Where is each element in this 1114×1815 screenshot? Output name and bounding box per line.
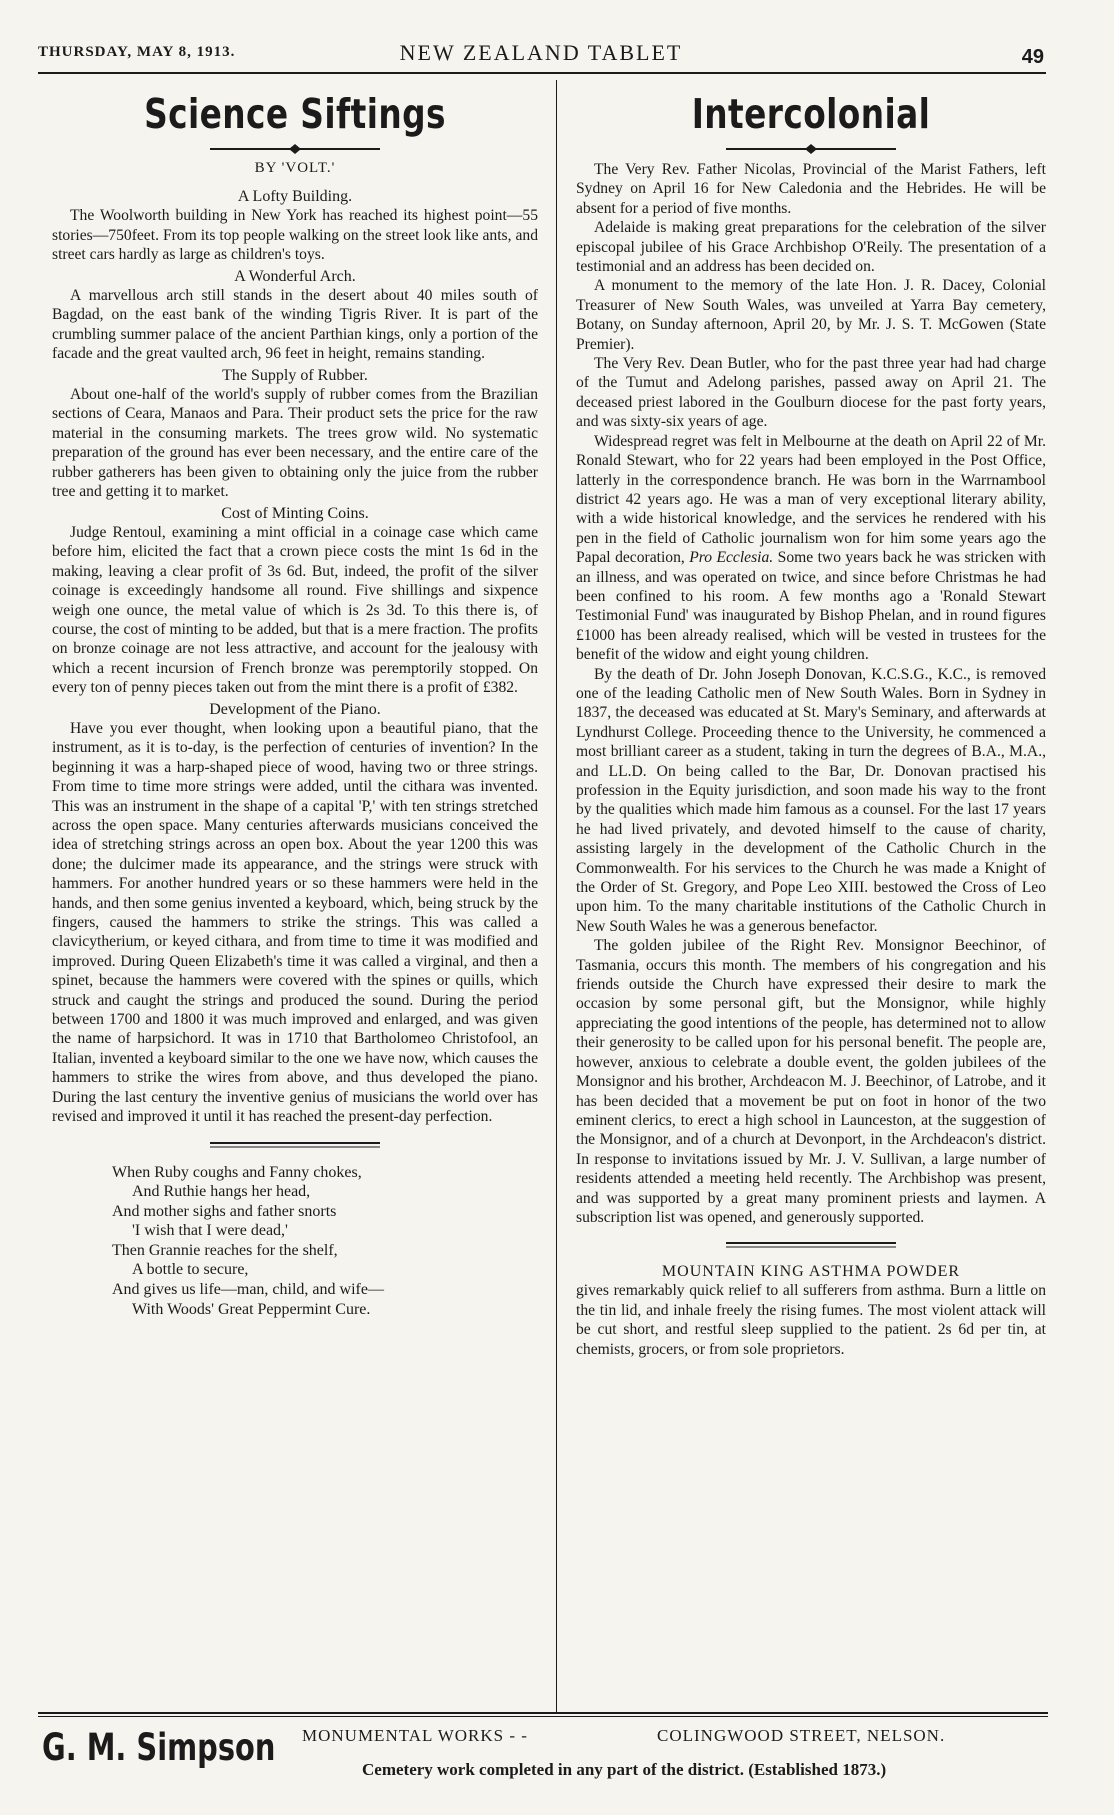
poem-line: 'I wish that I were dead,' <box>132 1222 288 1240</box>
poem-line: A bottle to secure, <box>132 1261 249 1279</box>
cemetery-line: Cemetery work completed in any part of the district. (Established 1873.) <box>362 1760 887 1779</box>
issue-date: THURSDAY, MAY 8, 1913. <box>38 44 236 60</box>
article-paragraph: Adelaide is making great preparations for the celebration of the silver episcopal jubilee of his Grace Archbishop O'Reily. The presentation of a testimonial and an address has been decided on. <box>576 219 1046 276</box>
section-heading: A Wonderful Arch. <box>234 267 356 285</box>
intercolonial-column <box>576 80 1046 1359</box>
poem-line: With Woods' Great Peppermint Cure. <box>132 1300 371 1318</box>
simpson-advertisement <box>42 1720 1052 1790</box>
asthma-ad-text: gives remarkably quick relief to all sufferers from asthma. Burn a little on the tin lid, and inhale freely the rising fumes. The most violent attack will be cut short, and restful sleep supplied to the patient. 2s 6d per tin, at chemists, grocers, or from sole proprietors. <box>576 1282 1046 1358</box>
simpson-brand: G. M. Simpson <box>42 1726 276 1769</box>
section-heading: A Lofty Building. <box>237 188 353 205</box>
article-paragraph: About one-half of the world's supply of rubber comes from the Brazilian sections of Ceara, Manaos and Para. Their product sets the price for the raw material in the consuming markets. The trees grow wild. No systematic preparation of the ground has ever been necessary, and the entire care of the rubber gatherers has been given to obtaining only the juice from the rubber tree and getting it to market. <box>52 386 538 501</box>
article-paragraph: A monument to the memory of the late Hon. J. R. Dacey, Colonial Treasurer of New South Wales, was unveiled at Yarra Bay cemetery, Botany, on Sunday afternoon, April 20, by Mr. J. S. T. McGowen (State Premier). <box>576 277 1046 353</box>
article-paragraph: The Very Rev. Dean Butler, who for the past three year had had charge of the Tumut and Adelong parishes, passed away on April 21. The deceased priest labored in the Goulburn diocese for the past forty years, and was sixty-six years of age. <box>576 355 1046 431</box>
poem-advertisement <box>112 1163 538 1320</box>
page-header <box>38 40 1044 72</box>
paragraph-text: Widespread regret was felt in Melbourne at the death on April 22 of Mr. Ronald Stewart, who for 22 years had been employed in the Post Office, latterly in the correspondence branch. He was born in the Warrnambool district 42 years ago. He was a man of very exceptional literary ability, with a wide historical knowledge, and the services he rendered with his pen in the field of Catholic journalism won for him some years ago the Papal decoration, <box>576 432 1046 567</box>
masthead: NEW ZEALAND TABLET <box>399 40 683 65</box>
article-paragraph: Have you ever thought, when looking upon a beautiful piano, that the instrument, as it is to-day, is the perfection of centuries of invention? In the beginning it was a harp-shaped piece of wood, having two or three strings. From time to time more strings were added, until the cithara was invented. This was an instrument in the shape of a capital 'P,' with ten strings stretched across the open space. Many centuries afterwards musicians conceived the idea of stretching strings across an open box. About the year 1200 this was done; the dulcimer made its appearance, and the strings were struck with hammers. For another hundred years or so these hammers were held in the hands, and then some genius invented a keyboard, which, being struck by the fingers, caused the hammers to strike the strings. This was called a clavicytherium, or keyed cithara, and from time to time it was modified and improved. During Queen Elizabeth's time it was called a virginal, and then a spinet, because the hammers were covered with the spines or quills, which struck and caught the strings and produced the sound. During the period between 1700 and 1800 it was much improved and enlarged, and was given the name of harpsichord. It was in 1710 that Bartholomeo Christofool, an Italian, invented a keyboard similar to the one we have now, which causes the hammers to strike the wires from above, and thus developed the piano. During the last century the inventive genius of musicians the world over has revised and improved it until it has reached the present-day perfection. <box>52 719 538 1126</box>
poem-line: And mother sighs and father snorts <box>112 1202 337 1220</box>
footer-rule <box>38 1712 1048 1714</box>
poem-line: Then Grannie reaches for the shelf, <box>112 1241 338 1259</box>
section-heading: Development of the Piano. <box>209 700 381 718</box>
article-paragraph: The Very Rev. Father Nicolas, Provincial of the Marist Fathers, left Sydney on April 16 for New Caledonia and the Hebrides. He will be absent for a period of five months. <box>576 161 1046 217</box>
footer-rule-thin <box>38 1716 1048 1717</box>
science-siftings-title: Science Siftings <box>144 90 446 138</box>
title-ornament-icon <box>726 144 896 154</box>
article-paragraph: By the death of Dr. John Joseph Donovan, K.C.S.G., K.C., is removed one of the leading Catholic men of New South Wales. Born in Sydney in 1837, the deceased was educated at St. Mary's Seminary, and afterwards at Lyndhurst College. Proceeding thence to the University, he commenced a most brilliant career as a student, taking in turn the degrees of B.A., M.A., and LL.D. On being called to the Bar, Dr. Donovan practised his profession in the Equity jurisdiction, and soon made his way to the front by the qualities which made him famous as a counsel. For the last 17 years he had lived privately, and devoted himself to the cause of charity, assisting largely in the development of the Catholic Church in the Commonwealth. For his services to the Church he was made a Knight of the Order of St. Gregory, and Pope Leo XIII. bestowed the Cross of Leo upon him. To the many charitable institutions of the Catholic Church in New South Wales he was a generous benefactor. <box>576 665 1046 935</box>
article-paragraph <box>576 432 1046 665</box>
poem-line: When Ruby coughs and Fanny chokes, <box>112 1163 362 1181</box>
asthma-ad-title: MOUNTAIN KING ASTHMA POWDER <box>661 1263 961 1281</box>
article-paragraph: A marvellous arch still stands in the desert about 40 miles south of Bagdad, on the east bank of the winding Tigris River. It is part of the crumbling summer palace of the ancient Parthian kings, only a portion of the facade and the great vaulted arch, 96 feet in height, remains standing. <box>52 287 538 363</box>
section-heading: The Supply of Rubber. <box>222 366 368 384</box>
paragraph-text: Some two years back he was stricken with an illness, and was operated on twice, and since before Christmas he had been confined to his room. A few months ago a 'Ronald Stewart Testimonial Fund' was inaugurated by Bishop Phelan, and in round figures £1000 has been already realised, which will be vested in trustees for the benefit of the widow and eight young children. <box>576 549 1046 664</box>
header-rule <box>38 72 1046 74</box>
byline: BY 'VOLT.' <box>254 160 336 176</box>
column-divider <box>556 80 557 1712</box>
italic-decoration-name: Pro Ecclesia. <box>689 549 774 567</box>
separator-rule <box>726 1241 896 1249</box>
article-paragraph: Judge Rentoul, examining a mint official in a coinage case which came before him, elicited the fact that a crown piece costs the mint 1s 6d in the making, leaving a clear profit of 3s 6d. But, indeed, the profit of the silver coinage is exceedingly handsome all round. Five shillings and sixpence weigh one ounce, the metal value of which is 2s 3d. To this there is, of course, the cost of minting to be added, but that is a mere fraction. The profits on bronze coinage are not less attractive, and account for the jealousy with which a recent incursion of French bronze was peremptorily stopped. On every ton of penny pieces taken out from the mint there is a profit of £382. <box>52 523 538 697</box>
poem-line: And Ruthie hangs her head, <box>132 1183 311 1201</box>
intercolonial-title: Intercolonial <box>691 90 931 138</box>
street-address: COLINGWOOD STREET, NELSON. <box>657 1726 946 1745</box>
title-ornament-icon <box>210 144 380 154</box>
science-siftings-column <box>52 80 538 1319</box>
article-paragraph: The Woolworth building in New York has reached its highest point—55 stories—750feet. From its top people walking on the street look like ants, and street cars hardly as large as children's toys. <box>52 207 538 264</box>
poem-line: And gives us life—man, child, and wife— <box>112 1281 384 1299</box>
works-label: MONUMENTAL WORKS - - <box>302 1726 528 1745</box>
separator-rule <box>210 1141 380 1149</box>
works-line <box>302 1726 1042 1746</box>
article-paragraph: The golden jubilee of the Right Rev. Monsignor Beechinor, of Tasmania, occurs this month. The members of his congregation and his friends outside the Church have expressed their desire to mark the occasion by some personal gift, but the Monsignor, while highly appreciating the good intentions of the people, has determined not to allow their generosity to be called upon for his personal benefit. The people are, however, anxious to celebrate a double event, the golden jubilees of the Monsignor and his brother, Archdeacon M. J. Beechinor, of Latrobe, and it has been decided that a movement be put on foot in honor of the two eminent clerics, to erect a high school in Launceston, at the suggestion of the Monsignor, and of a church at Devonport, in the Archdeacon's district. In response to invitations issued by Mr. J. V. Sullivan, a large number of residents attended a meeting held recently. The Archbishop was present, and was supported by a great many prominent priests and laymen. A subscription list was opened, and generously supported. <box>576 937 1046 1226</box>
page-number: 49 <box>1021 46 1044 68</box>
section-heading: Cost of Minting Coins. <box>221 504 369 522</box>
